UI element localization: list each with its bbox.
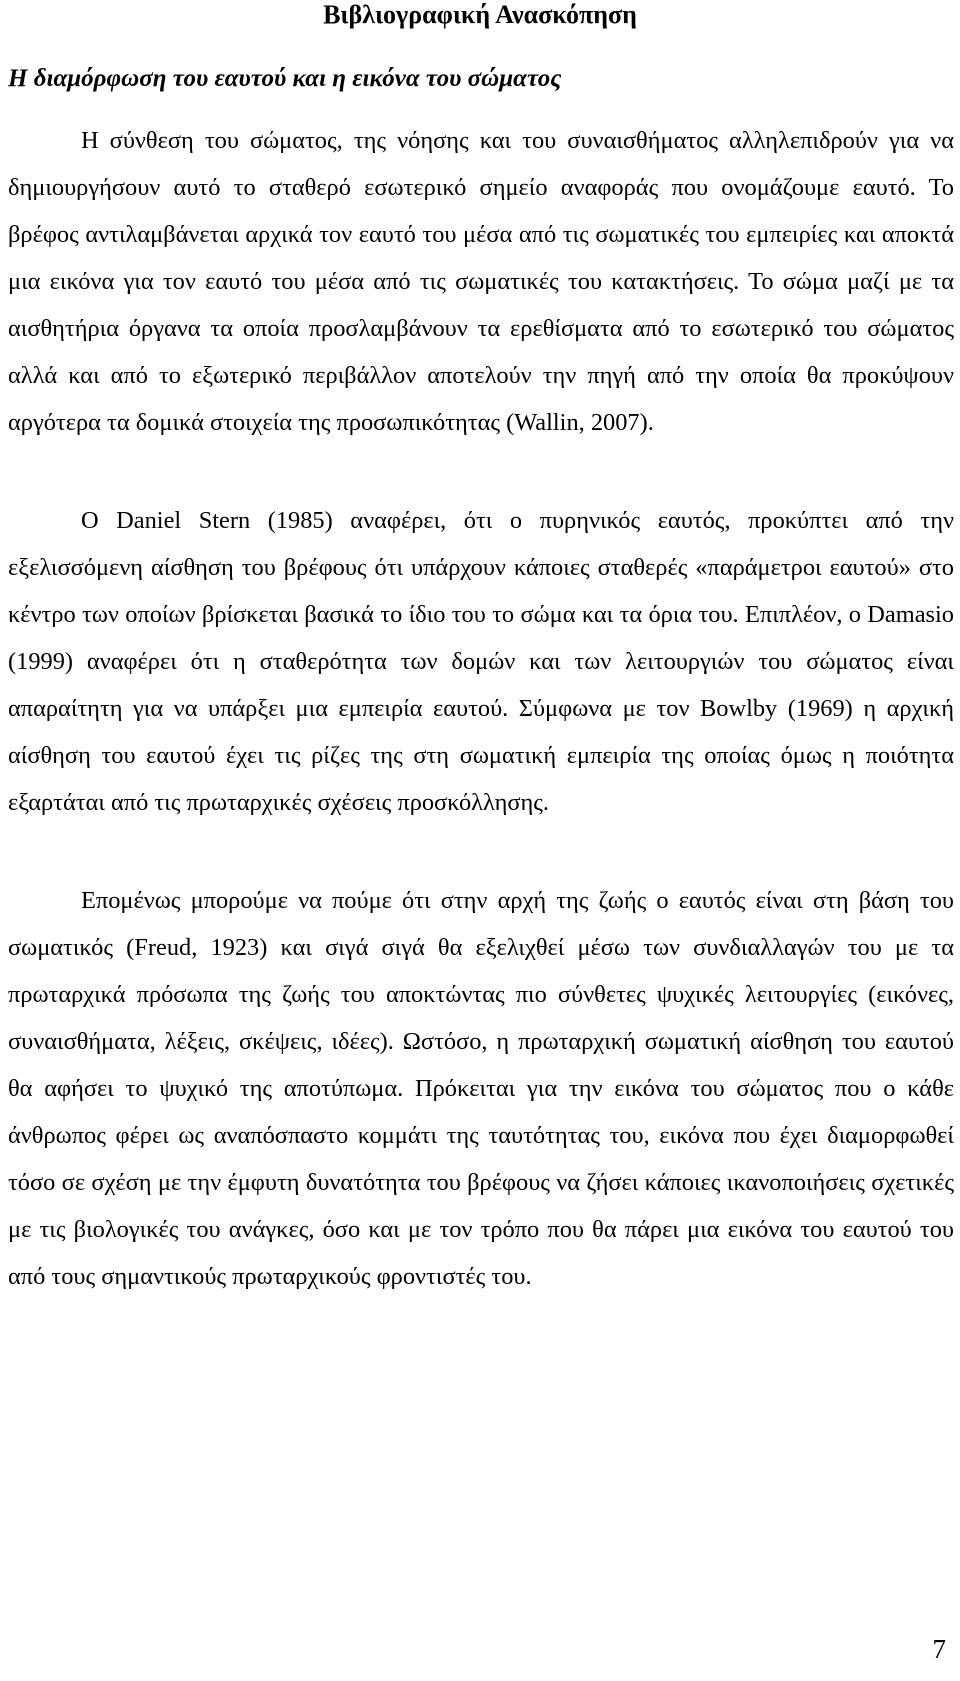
page-title: Βιβλιογραφική Ανασκόπηση [323, 0, 637, 29]
page-number: 7 [932, 1634, 946, 1664]
paragraph-2: Ο Daniel Stern (1985) αναφέρει, ότι ο πυρηνικός εαυτός, προκύπτει από την εξελισσόμενη αίσθηση του βρέφους ότι υπάρχουν κάποιες σταθερές «παράμετροι εαυτού» στο κέντρο των οποίων βρίσκεται βασικά το ίδιο του το σώμα και τα όρια του. Επιπλέον, ο Damasio (1999) αναφέρει ότι η σταθερότητα των δομών και των λειτουργιών του σώματος είναι απαραίτητη για να υπάρξει μια εμπειρία εαυτού. Σύμφωνα με τον Bowlby (1969) η αρχική αίσθηση του εαυτού έχει τις ρίζες της στη σωματική εμπειρία της οποίας όμως η ποιότητα εξαρτάται από τις πρωταρχικές σχέσεις προσκόλλησης. [8, 507, 954, 816]
paragraph-1: Η σύνθεση του σώματος, της νόησης και του συναισθήματος αλληλεπιδρούν για να δημιουργήσουν αυτό το σταθερό εσωτερικό σημείο αναφοράς που ονομάζουμε εαυτό. Το βρέφος αντιλαμβάνεται αρχικά τον εαυτό του μέσα από τις σωματικές του εμπειρίες και αποκτά μια εικόνα για τον εαυτό του μέσα από τις σωματικές του κατακτήσεις. Το σώμα μαζί με τα αισθητήρια όργανα τα οποία προσλαμβάνουν τα ερεθίσματα από το εσωτερικό του σώματος αλλά και από το εξωτερικό περιβάλλον αποτελούν την πηγή από την οποία θα προκύψουν αργότερα τα δομικά στοιχεία της προσωπικότητας (Wallin, 2007). [8, 127, 954, 436]
paragraph-3: Επομένως μπορούμε να πούμε ότι στην αρχή της ζωής ο εαυτός είναι στη βάση του σωματικός (Freud, 1923) και σιγά σιγά θα εξελιχθεί μέσω των συνδιαλλαγών του με τα πρωταρχικά πρόσωπα της ζωής του αποκτώντας πιο σύνθετες ψυχικές λειτουργίες (εικόνες, συναισθήματα, λέξεις, σκέψεις, ιδέες). Ωστόσο, η πρωταρχική σωματική αίσθηση του εαυτού θα αφήσει το ψυχικό της αποτύπωμα. Πρόκειται για την εικόνα του σώματος που ο κάθε άνθρωπος φέρει ως αναπόσπαστο κομμάτι της ταυτότητας του, εικόνα που έχει διαμορφωθεί τόσο σε σχέση με την έμφυτη δυνατότητα του βρέφους να ζήσει κάποιες ικανοποιήσεις σχετικές με τις βιολογικές του ανάγκες, όσο και με τον τρόπο που θα πάρει μια εικόνα του εαυτού του από τους σημαντικούς πρωταρχικούς φροντιστές του. [8, 887, 954, 1290]
section-subtitle: Η διαμόρφωση του εαυτού και η εικόνα του σώματος [8, 65, 562, 92]
